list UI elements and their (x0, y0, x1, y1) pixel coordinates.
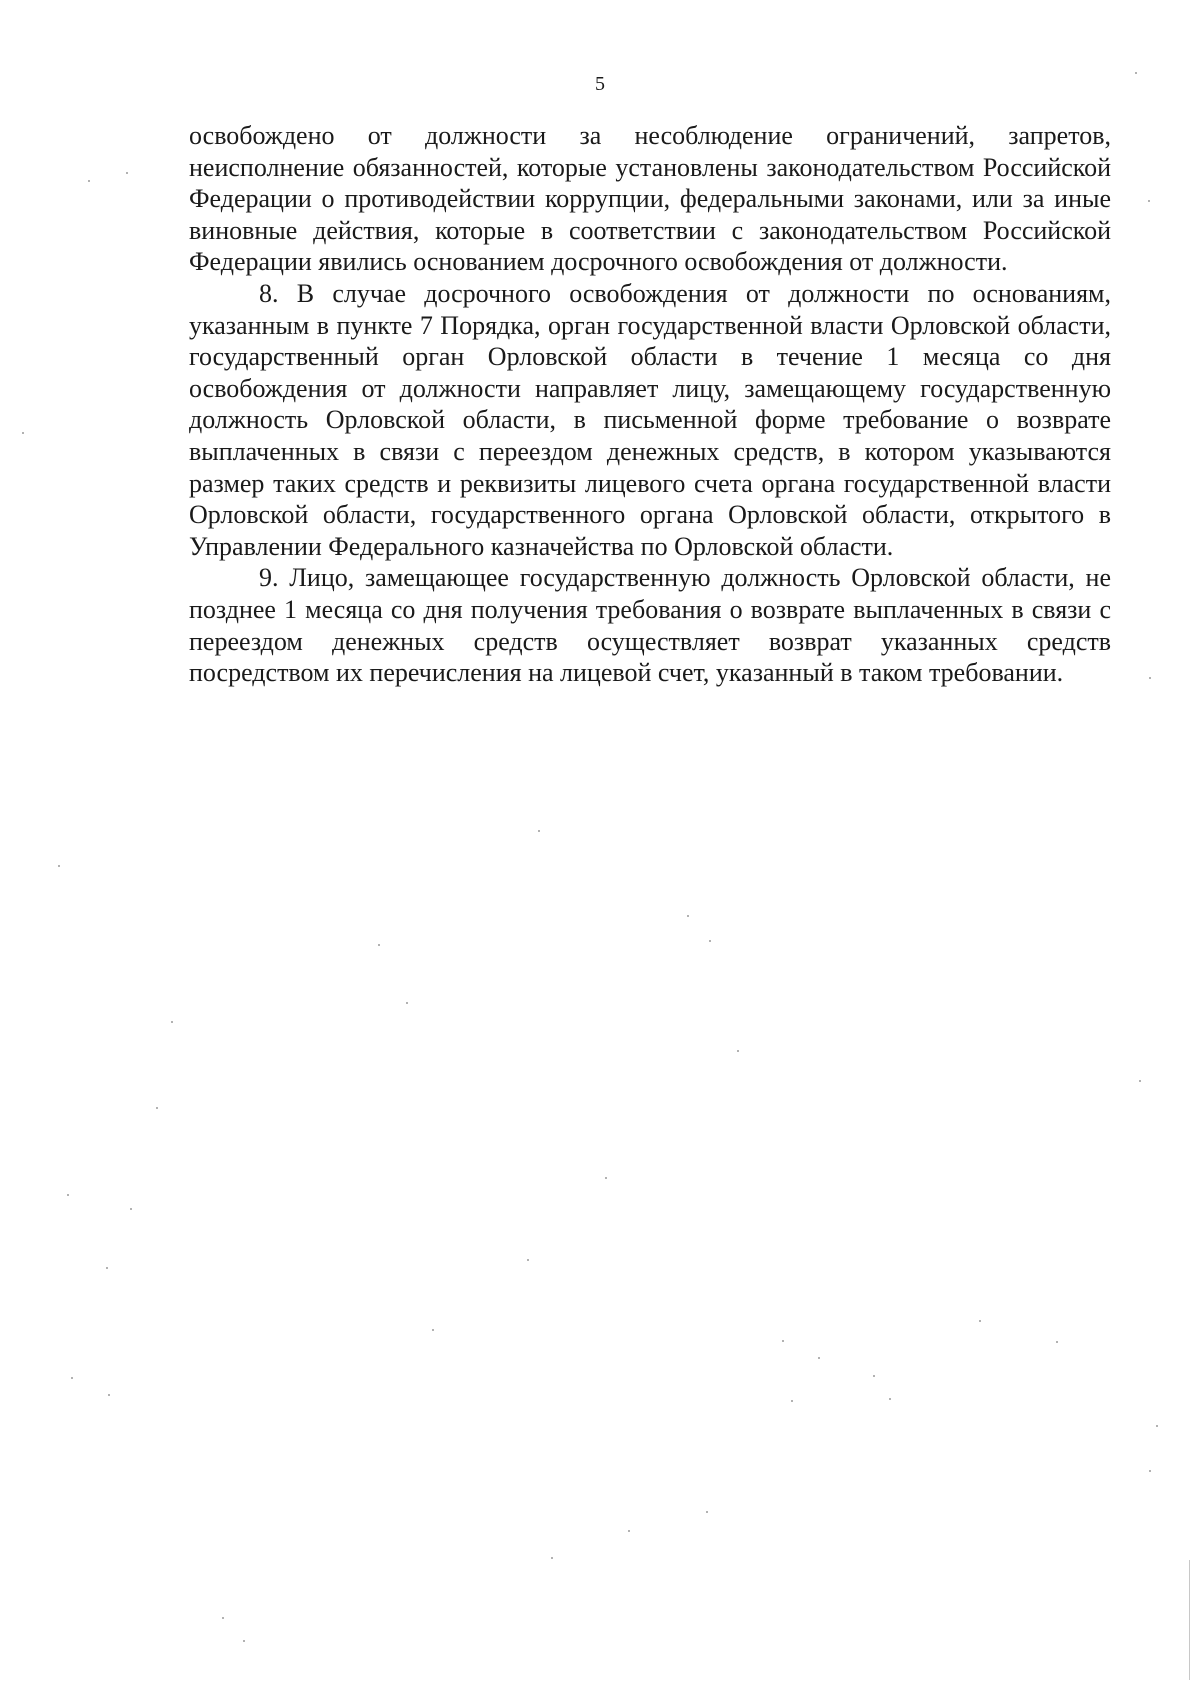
scan-speck (737, 1050, 739, 1052)
scan-speck (1056, 1341, 1058, 1343)
scan-speck (1135, 72, 1137, 74)
scan-speck (58, 865, 60, 867)
scan-speck (171, 1021, 173, 1023)
scan-speck (156, 1107, 158, 1109)
scan-speck (243, 1640, 245, 1642)
scan-speck (538, 830, 540, 832)
scan-speck (782, 1340, 784, 1342)
scan-speck (551, 1557, 553, 1559)
scan-speck (687, 915, 689, 917)
scan-speck (979, 1320, 981, 1322)
scan-speck (1148, 200, 1150, 202)
scan-speck (222, 1617, 224, 1619)
scan-speck (527, 1259, 529, 1261)
scan-speck (605, 1177, 607, 1179)
scan-speck (88, 180, 90, 182)
scan-speck (106, 1267, 108, 1269)
scan-speck (130, 1208, 132, 1210)
scan-speck (126, 172, 128, 174)
scan-speck (1139, 1080, 1141, 1082)
scan-speck (1149, 677, 1151, 679)
scan-speck (818, 1357, 820, 1359)
scan-speck (889, 1398, 891, 1400)
scan-speck (22, 432, 24, 434)
scan-speck (406, 1002, 408, 1004)
document-body (189, 120, 1111, 689)
scan-speck (71, 1377, 73, 1379)
page-number: 5 (595, 73, 605, 95)
scan-speck (791, 1400, 793, 1402)
scan-speck (108, 1394, 110, 1396)
scan-edge-line (1189, 1560, 1190, 1680)
paragraph-continuation: освобождено от должности за несоблюдение ограничений, запретов, неисполнение обязанностей, которые установлены законодательством Российской Федерации о противодействии коррупции, федеральными законами, или за иные виновные действия, которые в соответствии с законодательством Российской Федерации явились основанием досрочного освобождения от должности. (189, 121, 1111, 277)
scan-speck (67, 1194, 69, 1196)
scan-speck (709, 940, 711, 942)
scan-speck (378, 944, 380, 946)
paragraph-9: 9. Лицо, замещающее государственную должность Орловской области, не позднее 1 месяца со дня получения требования о возврате выплаченных в связи с переездом денежных средств осуществляет возврат указанных средств посредством их перечисления на лицевой счет, указанный в таком требовании. (189, 563, 1111, 688)
scan-speck (1156, 1425, 1158, 1427)
scan-speck (873, 1375, 875, 1377)
scan-speck (1149, 1470, 1151, 1472)
scan-speck (706, 1511, 708, 1513)
scan-speck (432, 1329, 434, 1331)
scan-speck (628, 1530, 630, 1532)
paragraph-8: 8. В случае досрочного освобождения от должности по основаниям, указанным в пункте 7 Порядка, орган государственной власти Орловской области, государственный орган Орловской области в течение 1 месяца со дня освобождения от должности направляет лицу, замещающему государственную должность Орловской области, в письменной форме требование о возврате выплаченных в связи с переездом денежных средств, в котором указываются размер таких средств и реквизиты лицевого счета органа государственной власти Орловской области, государственного органа Орловской области, открытого в Управлении Федерального казначейства по Орловской области. (189, 278, 1111, 561)
